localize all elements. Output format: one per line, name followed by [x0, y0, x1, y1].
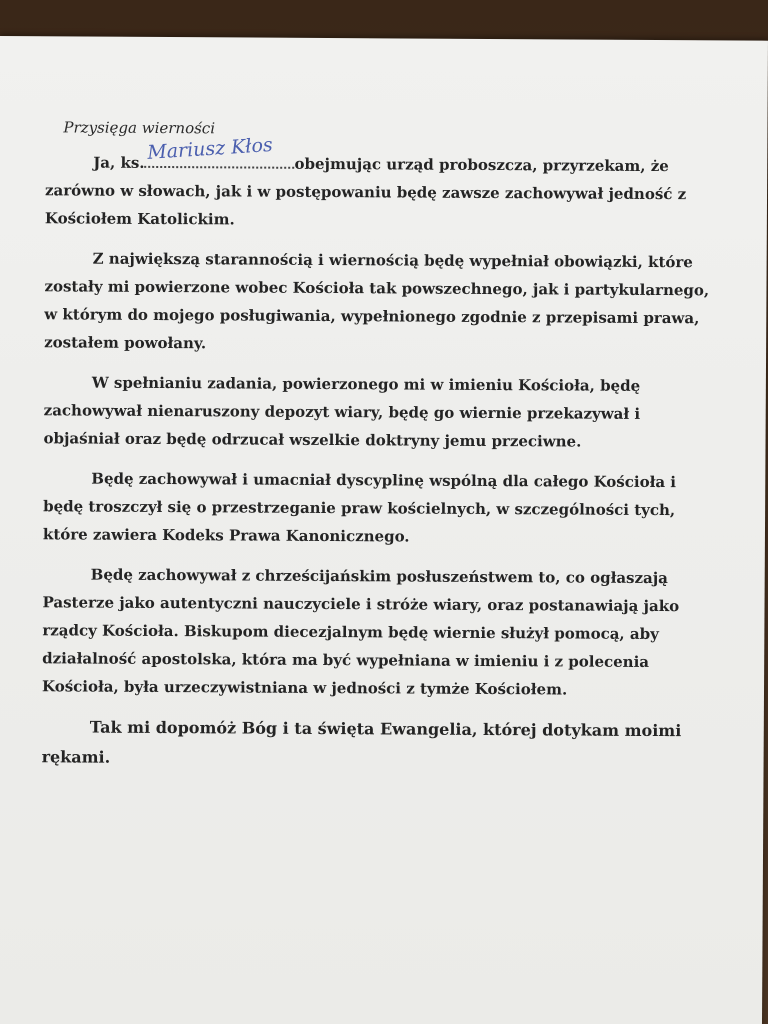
paragraph-3: W spełnianiu zadania, powierzonego mi w imieniu Kościoła, będę zachowywał nienaruszony depozyt wiary, będę go wiernie przekazywał i objaśniał oraz będę odrzucał wszelkie doktryny jemu przeciwne. — [43, 373, 641, 451]
signature-field — [144, 133, 294, 178]
paragraph-5: Będę zachowywał z chrześcijańskim posłuszeństwem to, co ogłaszają Pasterze jako autentyczni nauczyciele i stróże wiary, oraz postanawiają jako rządcy Kościoła. Biskupom diecezjalnym będę wiernie służył pomocą, aby działalność apostolska, która ma być wypełniana w imieniu i z polecenia Kościoła, była urzeczywistniana w jedności z tymże Kościołem. — [41, 565, 680, 699]
paragraph-6: Tak mi dopomóż Bóg i ta święta Ewangelia, której dotykam moimi rękami. — [41, 717, 682, 767]
paragraph-1-prefix: Ja, ks. — [93, 153, 145, 172]
handwritten-signature: Mariusz Kłos — [146, 133, 274, 164]
paragraph-4: Będę zachowywał i umacniał dyscyplinę wspólną dla całego Kościoła i będę troszczył się o przestrzeganie praw kościelnych, w szczególności tych, które zawiera Kodeks Prawa Kanonicznego. — [42, 469, 677, 546]
paper-sheet — [0, 36, 768, 1024]
paragraph-1-rest: obejmując urząd proboszcza, przyrzekam, że zarówno w słowach, jak i w postępowaniu będę zawsze zachowywał jedność z Kościołem Katolickim. — [44, 154, 687, 229]
paragraph-2: Z największą starannością i wiernością będę wypełniał obowiązki, które zostały mi powierzone wobec Kościoła tak powszechnego, jak i partykularnego, w którym do mojego posługiwania, wypełnionego zgodnie z przepisami prawa, zostałem powołany. — [44, 249, 710, 353]
paragraph-1 — [44, 133, 722, 236]
document-title: Przysięga wierności — [63, 118, 216, 138]
oath-text — [41, 133, 721, 788]
